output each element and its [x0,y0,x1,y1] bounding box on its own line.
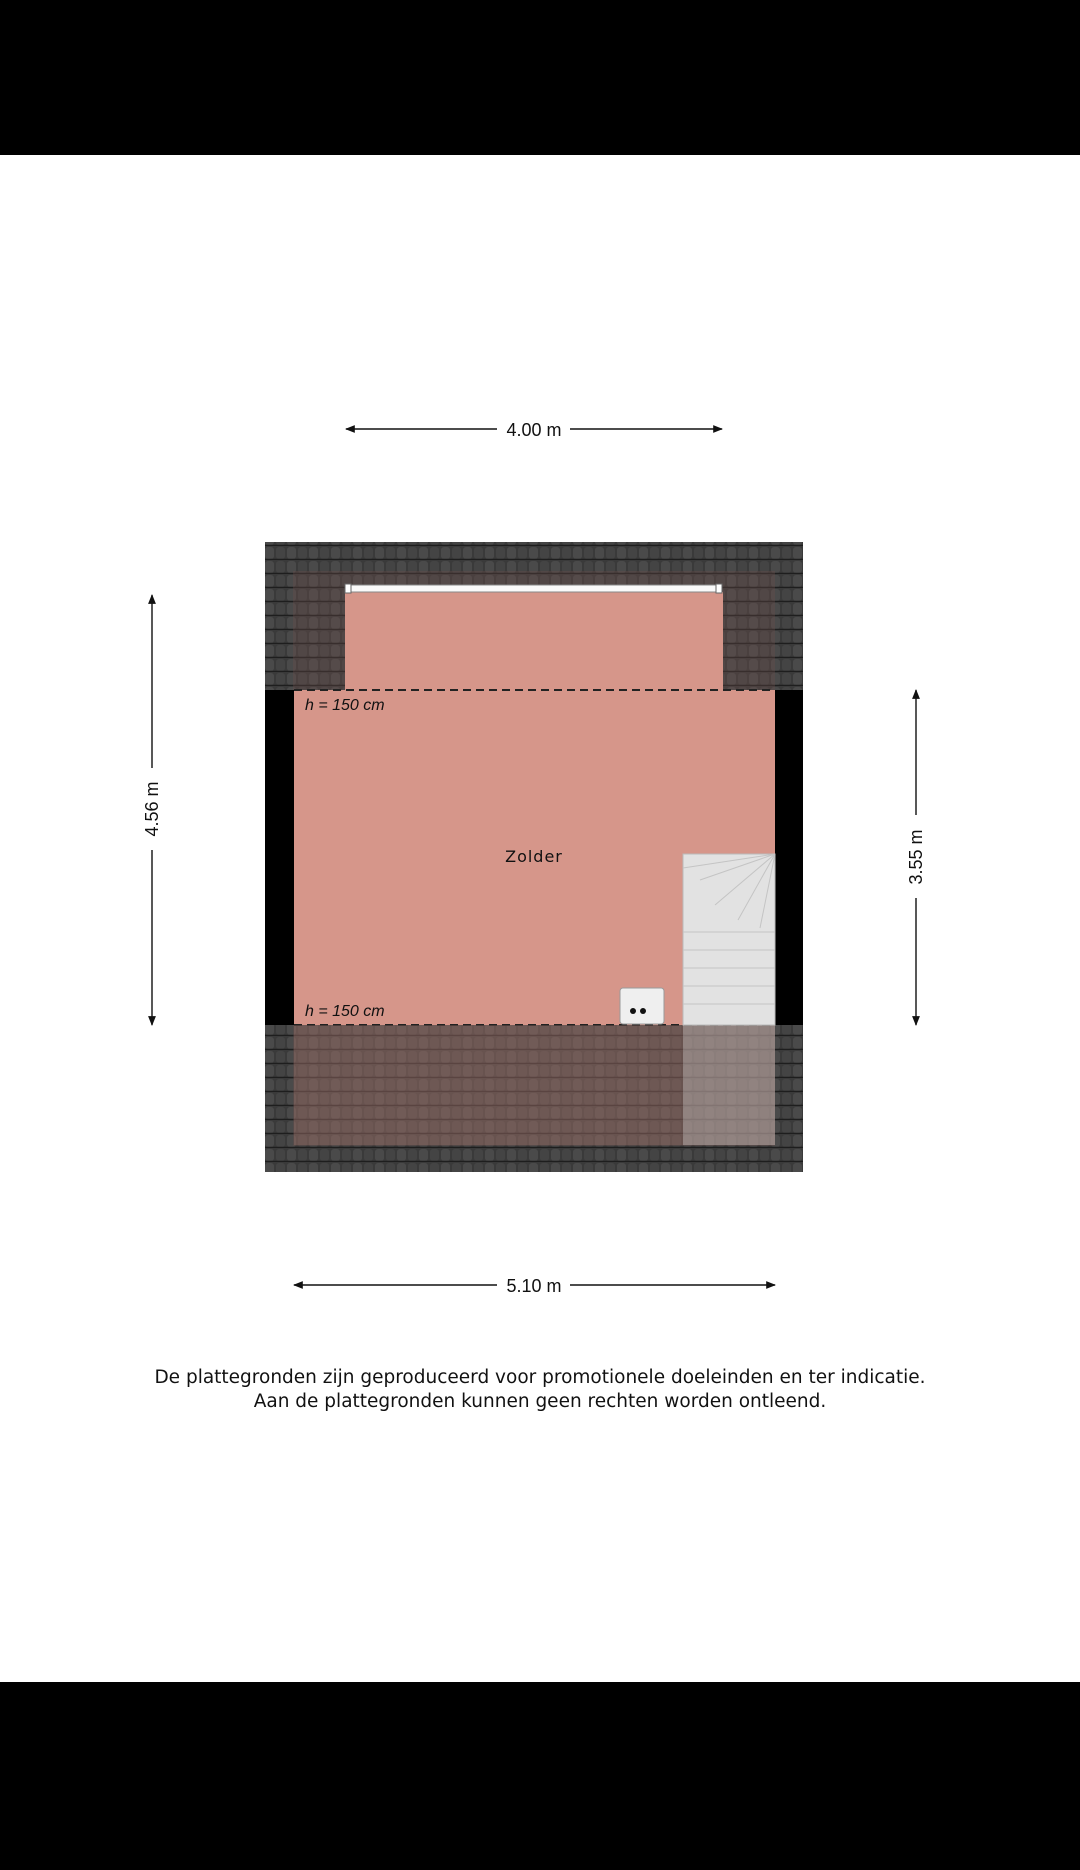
disclaimer-line-1: De plattegronden zijn geproduceerd voor promotionele doeleinden en ter indicatie. [154,1367,926,1388]
right-wall [775,690,803,1025]
dim-top-label: 4.00 m [506,420,562,440]
window-end-right [716,584,722,593]
left-wall [265,690,294,1025]
disclaimer-line-2: Aan de plattegronden kunnen geen rechten worden ontleend. [253,1391,827,1412]
dim-right-label: 3.55 m [906,829,926,885]
window-end-left [345,584,351,593]
dormer-floor [345,592,723,692]
staircase [683,854,775,1145]
boiler-unit [620,988,664,1024]
disclaimer [0,1366,1080,1414]
height-note-bottom: h = 150 cm [305,1003,385,1020]
dormer-window [348,585,720,592]
height-note-top: h = 150 cm [305,697,385,714]
room-label: Zolder [505,847,563,866]
dim-bottom-label: 5.10 m [506,1276,562,1296]
dim-left-label: 4.56 m [142,781,162,837]
